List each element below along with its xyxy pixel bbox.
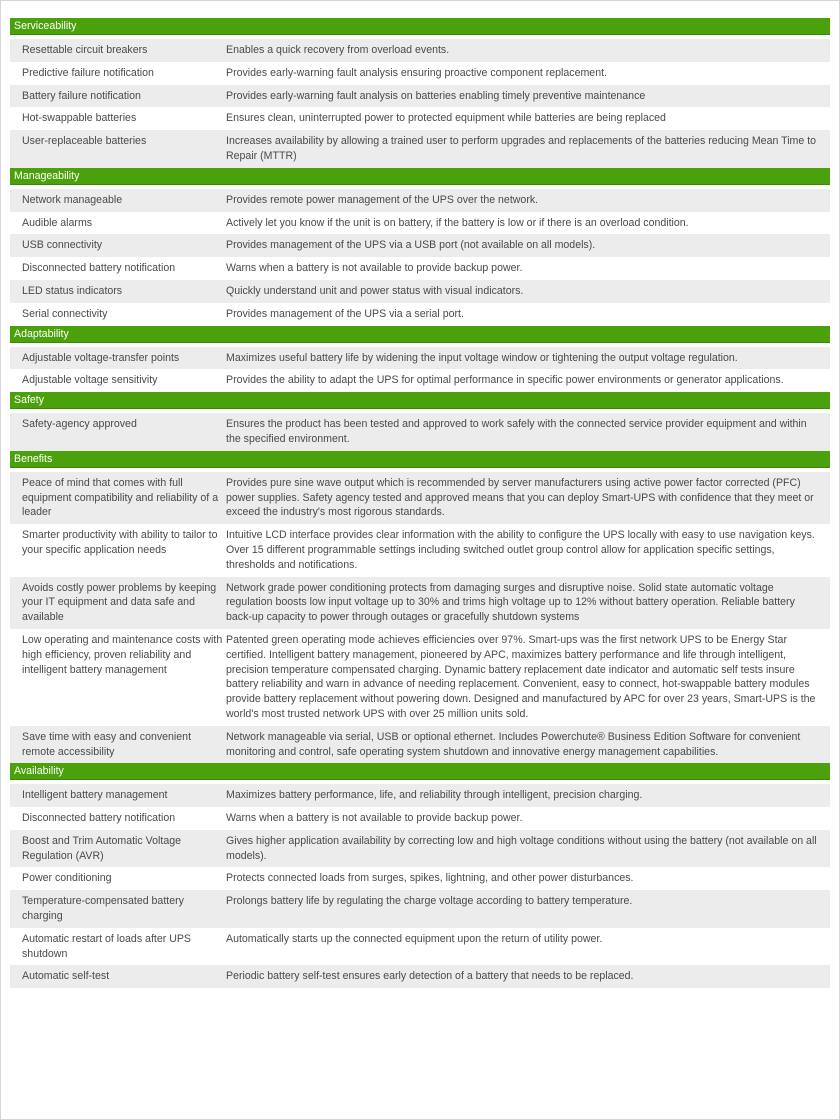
feature-description: Ensures the product has been tested and approved to work safely with the connected service provider equipment and within the specified environment. — [226, 418, 807, 445]
table-row — [10, 107, 830, 130]
table-row — [10, 577, 830, 629]
table-row — [10, 830, 830, 868]
table-row — [10, 369, 830, 392]
feature-description: Periodic battery self-test ensures early detection of a battery that needs to be replaced. — [226, 970, 634, 983]
table-row — [10, 347, 830, 370]
table-row — [10, 39, 830, 62]
table-row — [10, 726, 830, 764]
table-row — [10, 85, 830, 108]
feature-description: Gives higher application availability by correcting low and high voltage conditions without using the battery (not available on all models). — [226, 834, 817, 862]
section-header-safety: Safety — [10, 392, 830, 409]
feature-description: Warns when a battery is not available to provide backup power. — [226, 812, 523, 825]
table-row — [10, 472, 830, 524]
feature-label: Predictive failure notification — [22, 66, 154, 79]
feature-label: Avoids costly power problems by keeping your IT equipment and data safe and available — [22, 581, 217, 624]
table-row — [10, 965, 830, 988]
section-header-benefits: Benefits — [10, 451, 830, 468]
feature-label: Audible alarms — [22, 216, 93, 229]
feature-description: Patented green operating mode achieves efficiencies over 97%. Smart-ups was the first network UPS to be Energy Star certified. Intelligent battery management, pioneered by APC, maximizes battery performance and life through intelligent, precision temperature compensated charging. Dynamic battery replacement date indicator and automatic self tests insure battery reliability and warn in advance of needing replacement. Convenient, easy to connect, hot-swappable battery modules provide battery replacement without powering down. Designed and manufactured by APC for over 23 years, Smart-UPS is the world's most trusted network UPS with over 25 million units sold. — [226, 633, 816, 720]
feature-description: Ensures clean, uninterrupted power to protected equipment while batteries are being replaced — [226, 112, 666, 125]
feature-description: Prolongs battery life by regulating the charge voltage according to battery temperature. — [226, 895, 633, 908]
feature-description: Provides management of the UPS via a USB port (not available on all models). — [226, 239, 596, 252]
feature-label: LED status indicators — [22, 284, 123, 297]
feature-label: Disconnected battery notification — [22, 812, 176, 825]
feature-description: Warns when a battery is not available to provide backup power. — [226, 262, 523, 275]
feature-label: Peace of mind that comes with full equipment compatibility and reliability of a leader — [22, 476, 219, 519]
table-row — [10, 890, 830, 928]
feature-label: Resettable circuit breakers — [22, 44, 148, 56]
feature-label: Save time with easy and convenient remote accessibility — [22, 730, 192, 758]
feature-description: Protects connected loads from surges, spikes, lightning, and other power disturbances. — [226, 872, 634, 885]
feature-description: Provides pure sine wave output which is recommended by server manufacturers using active power factor corrected (PFC) power supplies. Safety agency tested and approved means that you can deploy Smart-UPS with confidence that they meet or exceed the industry's most rigorous standards. — [226, 476, 814, 519]
feature-label: Temperature-compensated battery charging — [22, 895, 184, 923]
table-row — [10, 257, 830, 280]
feature-description: Actively let you know if the unit is on battery, if the battery is low or if there is an overload condition. — [226, 216, 689, 229]
feature-label: Smarter productivity with ability to tailor to your specific application needs — [22, 529, 218, 556]
feature-label: Automatic restart of loads after UPS shutdown — [22, 932, 191, 960]
table-row — [10, 928, 830, 966]
feature-description: Network grade power conditioning protects from damaging surges and disruptive noise. Solid state automatic voltage regulation boosts low input voltage up to 30% and trims high voltage up to 12% without battery operation. Reliable battery back-up capacity to power through outages or gracefully shutdown systems — [226, 581, 795, 624]
section-header-adaptability: Adaptability — [10, 326, 830, 343]
feature-description: Provides early-warning fault analysis on batteries enabling timely preventive maintenance — [226, 89, 646, 102]
feature-label: Automatic self-test — [22, 970, 110, 983]
feature-label: Adjustable voltage-transfer points — [22, 351, 180, 364]
feature-label: Boost and Trim Automatic Voltage Regulation (AVR) — [22, 834, 181, 862]
feature-label: Low operating and maintenance costs with high efficiency, proven reliability and intelligent battery management — [22, 633, 223, 676]
table-row — [10, 784, 830, 807]
feature-label: Network manageable — [22, 193, 123, 206]
spec-table — [10, 18, 830, 988]
table-row — [10, 867, 830, 890]
feature-description: Maximizes battery performance, life, and reliability through intelligent, precision charging. — [226, 789, 643, 802]
feature-label: Power conditioning — [22, 872, 112, 885]
feature-label: Intelligent battery management — [22, 789, 168, 802]
table-row — [10, 413, 830, 451]
feature-label: Adjustable voltage sensitivity — [22, 374, 158, 387]
feature-label: Disconnected battery notification — [22, 262, 176, 275]
section-header-availability: Availability — [10, 763, 830, 780]
feature-label: Battery failure notification — [22, 89, 141, 102]
feature-description: Provides early-warning fault analysis ensuring proactive component replacement. — [226, 66, 607, 79]
table-row — [10, 807, 830, 830]
section-header-manageability: Manageability — [10, 168, 830, 185]
feature-label: USB connectivity — [22, 239, 103, 252]
table-row — [10, 280, 830, 303]
feature-description: Provides the ability to adapt the UPS for optimal performance in specific power environments or generator applications. — [226, 374, 784, 387]
feature-description: Provides remote power management of the UPS over the network. — [226, 193, 539, 206]
feature-description: Maximizes useful battery life by widening the input voltage window or tightening the output voltage regulation. — [226, 351, 738, 364]
feature-description: Automatically starts up the connected equipment upon the return of utility power. — [226, 932, 603, 945]
table-row — [10, 524, 830, 576]
table-row — [10, 212, 830, 235]
feature-label: Safety-agency approved — [22, 418, 137, 431]
feature-description: Enables a quick recovery from overload events. — [226, 44, 450, 56]
table-row — [10, 189, 830, 212]
feature-description: Intuitive LCD interface provides clear information with the ability to configure the UPS locally with easy to use navigation keys. Over 15 different programmable settings including switched outlet group control allow for application specific settings, thresholds and notifications. — [226, 529, 815, 571]
table-row — [10, 130, 830, 168]
table-row — [10, 303, 830, 326]
section-header-serviceability: Serviceability — [10, 18, 830, 35]
table-row — [10, 629, 830, 726]
feature-label: Hot-swappable batteries — [22, 112, 137, 125]
feature-label: Serial connectivity — [22, 307, 108, 320]
feature-description: Quickly understand unit and power status with visual indicators. — [226, 284, 524, 297]
feature-description: Increases availability by allowing a trained user to perform upgrades and replacements of the batteries reducing Mean Time to Repair (MTTR) — [226, 135, 817, 162]
feature-description: Provides management of the UPS via a serial port. — [226, 307, 464, 320]
feature-label: User-replaceable batteries — [22, 135, 147, 148]
table-row — [10, 234, 830, 257]
table-row — [10, 62, 830, 85]
feature-description: Network manageable via serial, USB or optional ethernet. Includes Powerchute® Business Edition Software for convenient monitoring and control, safe operating system shutdown and innovative energy management capabilities. — [226, 730, 801, 758]
